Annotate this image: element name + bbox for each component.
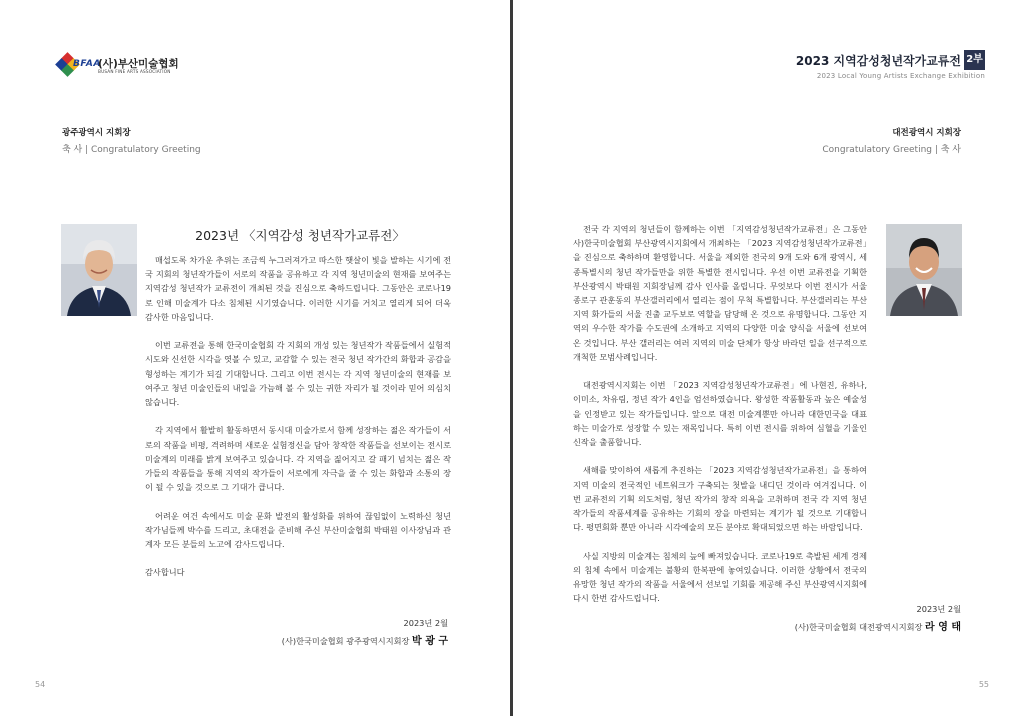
right-kind-en: Congratulatory Greeting [822, 145, 932, 155]
portrait-man-dark-hair-icon [886, 224, 962, 316]
right-date: 2023년 2월 [916, 604, 961, 614]
right-portrait [886, 224, 962, 316]
part-badge: 2부 [964, 50, 985, 70]
left-paragraph-2: 이번 교류전을 통해 한국미술협회 각 지회의 개성 있는 청년작가 작품들에서 실험적 시도와 신선한 시각을 엿볼 수 있고, 교감할 수 있는 전국 청년 작가간의 화합과 공감을 형성하는 계기가 되길 기대합니다. 그리고 이번 전시는 각 지역 청년미술의 현재를 보여주고 청년 미술인들의 내일을 가늠해 볼 수 있는 귀한 자리가 될 것이라 믿어 의심치 않습니다. [145, 340, 451, 408]
logo-subtitle: BUSAN FINE ARTS ASSOCIATION [98, 69, 171, 74]
right-kind: Congratulatory Greeting | 축 사 [822, 145, 961, 155]
right-role: 대전광역시 지회장 [892, 128, 961, 138]
left-page [0, 0, 511, 716]
left-article-title: 2023년 〈지역감성 청년작가교류전〉 [195, 228, 405, 243]
right-kind-ko: 축 사 [940, 145, 961, 155]
left-page-number: 54 [35, 680, 46, 689]
left-kind-ko: 축 사 [62, 145, 83, 155]
left-paragraph-4: 어려운 여건 속에서도 미술 문화 발전의 활성화를 위하여 끊임없이 노력하신 청년 작가님들께 박수를 드리고, 초대전을 준비해 주신 부산미술협회 박태원 이사장님과 관계자 모든 분들의 노고에 감사드립니다. [145, 510, 451, 550]
association-logo [57, 54, 179, 76]
right-page [513, 0, 1024, 716]
right-signer-org: (사)한국미술협회 대전광역시지회장 [794, 622, 923, 632]
right-signer-name: 라 영 태 [925, 622, 961, 633]
right-signature [795, 600, 961, 637]
logo-acronym: BFAA [73, 59, 101, 69]
left-portrait [61, 224, 137, 316]
left-paragraph-1: 매섭도록 차가운 추위는 조금씩 누그러져가고 따스한 햇살이 빛을 발하는 시기에 전국 지회의 청년작가들이 서로의 작품을 공유하고 각 지역 청년미술의 현재를 보여주는 지역감성 청년작가 교류전이 개최된 것을 진심으로 축하드립니다. 그동안은 코로나19로 인해 미술계가 다소 침체된 시기였습니다. 이러한 시기를 거치고 열리게 되어 더욱 감사한 마음입니다. [145, 255, 451, 322]
left-kind-en: Congratulatory Greeting [91, 145, 201, 155]
right-paragraph-2: 대전광역시지회는 이번 「2023 지역감성청년작가교류전」에 나현진, 유하나, 이미소, 차유림, 정년 작가 4인을 엄선하였습니다. 왕성한 작품활동과 높은 예술성을 인정받고 있는 작가들입니다. 앞으로 대전 미술계뿐만 아니라 대한민국을 대표하는 미술가로 성장할 수 있는 재목입니다. 특히 이번 전시를 위하여 심혈을 기울인 신작을 출품합니다. [573, 380, 867, 448]
right-paragraph-3: 새해를 맞이하여 새롭게 추진하는 「2023 지역감성청년작가교류전」을 통하여 지역 미술의 전국적인 네트워크가 구축되는 첫발을 내디딘 것이라 여겨집니다. 이번 교류전의 기획 의도처럼, 청년 작가의 창작 의욕을 고취하며 전국 각 지역 청년작가들의 작품세계를 공유하는 기회의 장을 마련되는 계기가 될 것으로 기대합니다. 평면회화 뿐만 아니라 시각예술의 모든 분야로 확대되었으면 하는 바람입니다. [573, 465, 867, 533]
right-paragraph-4: 사실 지방의 미술계는 침체의 늪에 빠져있습니다. 코로나19로 촉발된 세계 경제의 침체 속에서 미술계는 불황의 한복판에 놓여있습니다. 이러한 상황에서 전국의 유망한 청년 작가의 작품을 서울에서 선보일 기회를 제공해 주신 부산광역시지회에 다시 한번 감사드립니다. [573, 550, 867, 604]
right-paragraph-1: 전국 각 지역의 청년들이 함께하는 이번 「지역감성청년작가교류전」은 그동안 사)한국미술협회 부산광역시지회에서 개최하는 「2023 지역감성청년작가교류전」을 진심으로 축하하며 환영합니다. 서울을 제외한 전국의 9개 도와 6개 광역시, 세종특별시의 청년 작가들만을 위한 특별한 전시입니다. 우선 이번 교류전을 기획한 부산광역시 박태원 지회장님께 감사 인사를 올립니다. 무엇보다 이번 전시가 서울 종로구 관훈동의 부산갤러리에서 열리는 점이 무척 특별합니다. 부산갤러리는 부산 지역 화가들의 서울 진출 교두보로 역할을 담당해 온 것으로 유명합니다. 그동안 지역의 우수한 작가를 수도권에 소개하고 지역의 다양한 미술 양식을 서울에 선보여 온 것입니다. 부산 갤러리는 여러 지역의 미술 단체가 항상 바라던 일을 선구적으로 개척한 모범사례입니다. [573, 224, 867, 362]
left-body [145, 253, 451, 594]
logo-name: (사)부산미술협회 [98, 58, 179, 70]
left-thanks: 감사합니다 [145, 567, 185, 578]
left-signer-org: (사)한국미술협회 광주광역시지회장 [281, 636, 410, 646]
left-paragraph-3: 각 지역에서 활발히 활동하면서 동시대 미술가로서 함께 성장하는 젊은 작가들이 서로의 작품을 비평, 격려하며 새로운 실험정신을 담아 창작한 작품들을 선보이는 전시로 미술계의 미래를 밝게 보여주고 있습니다. 각 지역을 짊어지고 갈 패기 넘치는 젊은 작가들의 작품들을 통해 지역의 작가들이 서로에게 자극을 줄 수 있는 화합과 소통의 장이 될 수 있을 것으로 그 기대가 큽니다. [145, 425, 451, 493]
left-signer-name: 박 광 구 [412, 636, 448, 647]
portrait-man-gray-hair-icon [61, 224, 137, 316]
left-role: 광주광역시 지회장 [62, 128, 131, 138]
right-body [573, 222, 867, 620]
left-signature [282, 614, 448, 651]
exhibition-subtitle: 2023 Local Young Artists Exchange Exhibition [816, 72, 985, 80]
left-kind: 축 사 | Congratulatory Greeting [62, 145, 201, 155]
exhibition-header [795, 52, 985, 80]
right-page-number: 55 [978, 680, 989, 689]
left-date: 2023년 2월 [403, 618, 448, 628]
exhibition-title: 2023 지역감성청년작가교류전 [795, 54, 961, 68]
